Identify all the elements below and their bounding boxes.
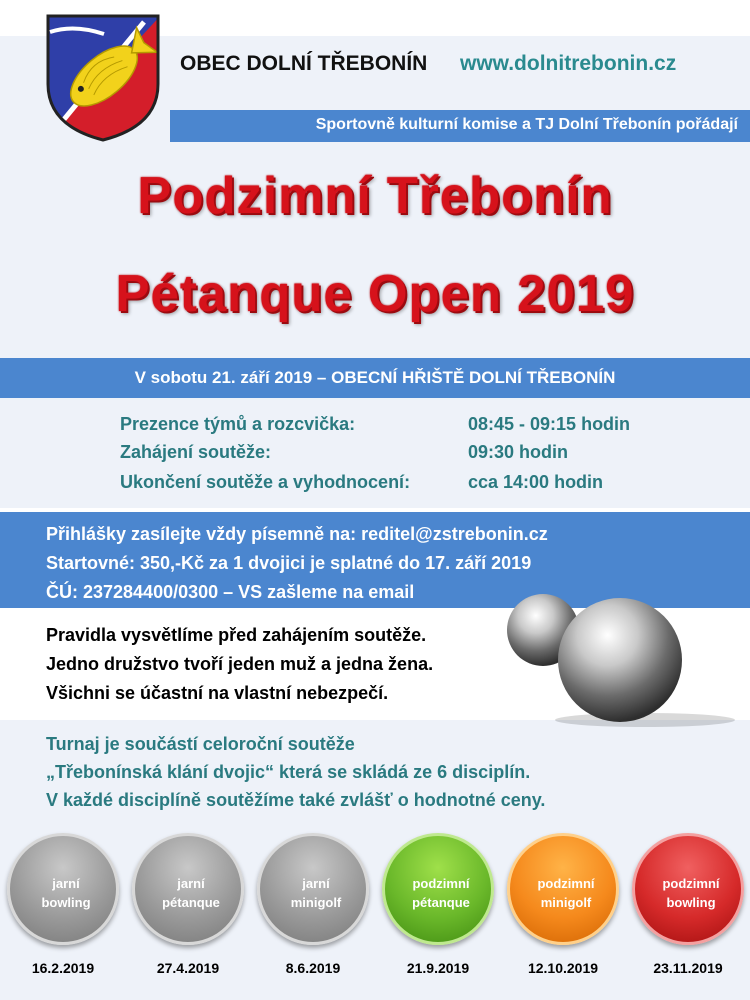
rules-line: Pravidla vysvětlíme před zahájením soutěže. <box>46 625 427 645</box>
rules-line: Jedno družstvo tvoří jeden muž a jedna žena. <box>46 654 434 674</box>
schedule-label: Zahájení soutěže: <box>120 442 272 462</box>
info-line: V každé disciplíně soutěžíme také zvlášť o hodnotné ceny. <box>46 790 546 810</box>
discipline-badge <box>7 833 119 945</box>
schedule-time: cca 14:00 hodin <box>468 472 604 492</box>
organizers-text: Sportovně kulturní komise a TJ Dolní Třebonín pořádají <box>315 116 738 133</box>
date-banner <box>0 358 750 398</box>
discipline-date: 8.6.2019 <box>285 960 341 976</box>
schedule-time: 09:30 hodin <box>468 442 569 462</box>
discipline-date: 27.4.2019 <box>156 960 220 976</box>
discipline-label: podzimní pétanque <box>412 876 470 910</box>
website-link[interactable]: www.dolnitrebonin.cz <box>460 52 677 75</box>
event-title-line2: Pétanque Open 2019 <box>115 265 635 323</box>
discipline-date: 12.10.2019 <box>527 960 599 976</box>
discipline-label: jarní pétanque <box>162 876 220 910</box>
discipline-badge <box>507 833 619 945</box>
date-banner-text: V sobotu 21. září 2019 – OBECNÍ HŘIŠTĚ DOLNÍ TŘEBONÍN <box>134 368 616 387</box>
discipline-date: 16.2.2019 <box>31 960 95 976</box>
info-line: Turnaj je součástí celoroční soutěže <box>46 734 355 754</box>
discipline-date: 23.11.2019 <box>653 960 723 976</box>
registration-line: ČÚ: 237284400/0300 – VS zašleme na email <box>46 582 415 602</box>
municipality-name: OBEC DOLNÍ TŘEBONÍN <box>180 52 428 75</box>
rules-line: Všichni se účastní na vlastní nebezpečí. <box>46 683 389 703</box>
discipline-date: 21.9.2019 <box>406 960 470 976</box>
schedule-label: Ukončení soutěže a vyhodnocení: <box>120 472 411 492</box>
discipline-badge <box>257 833 369 945</box>
discipline-badge <box>632 833 744 945</box>
discipline-label: podzimní bowling <box>662 876 720 910</box>
discipline-label: jarní minigolf <box>290 876 342 910</box>
schedule-label: Prezence týmů a rozcvička: <box>120 414 356 434</box>
discipline-badge <box>132 833 244 945</box>
discipline-badge <box>382 833 494 945</box>
schedule-time: 08:45 - 09:15 hodin <box>468 414 631 434</box>
coat-of-arms-logo <box>44 14 162 142</box>
info-line: „Třebonínská klání dvojic“ která se skládá ze 6 disciplín. <box>46 762 531 782</box>
registration-line: Přihlášky zasílejte vždy písemně na: reditel@zstrebonin.cz <box>46 524 548 544</box>
registration-line: Startovné: 350,-Kč za 1 dvojici je splatné do 17. září 2019 <box>46 553 532 573</box>
event-title-line1: Podzimní Třebonín <box>137 167 613 225</box>
petanque-balls-image <box>505 588 750 728</box>
discipline-label: jarní bowling <box>41 876 91 910</box>
organizers-banner <box>170 110 750 142</box>
discipline-label: podzimní minigolf <box>537 876 595 910</box>
